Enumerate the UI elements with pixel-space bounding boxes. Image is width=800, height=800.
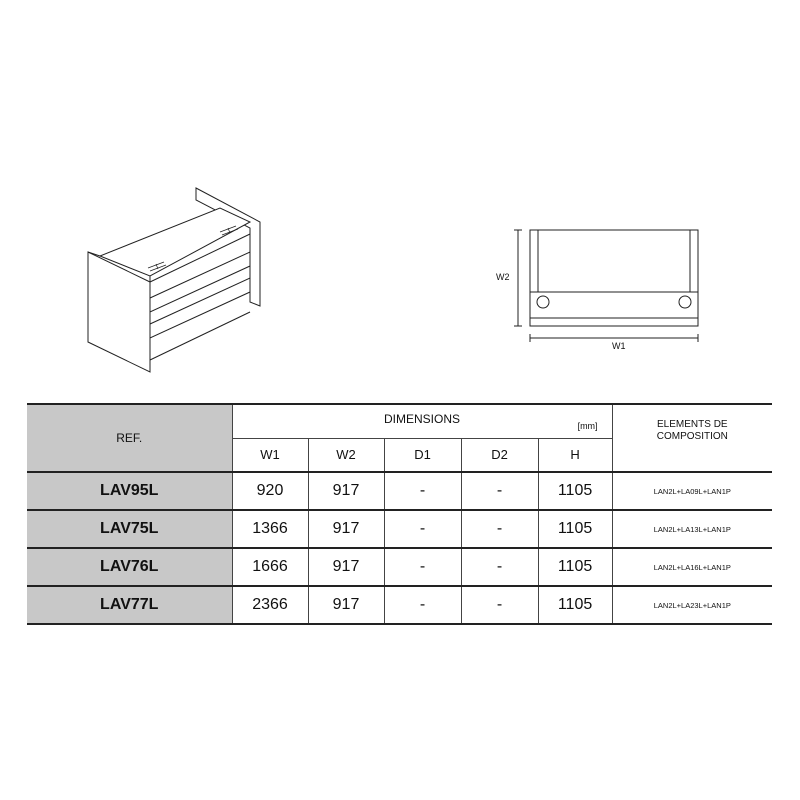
- ref-cell: LAV77L: [27, 586, 232, 624]
- w2-cell: 917: [308, 510, 384, 548]
- cabinet-plan-view: [496, 220, 720, 360]
- h-cell: 1105: [538, 472, 612, 510]
- ref-cell: LAV76L: [27, 548, 232, 586]
- table-row: [27, 586, 772, 624]
- h-cell: 1105: [538, 548, 612, 586]
- h-cell: 1105: [538, 510, 612, 548]
- elements-cell: LAN2L+LA23L+LAN1P: [612, 586, 772, 624]
- d2-cell: -: [461, 548, 538, 586]
- w2-cell: 917: [308, 548, 384, 586]
- column-header-d2: D2: [461, 438, 538, 472]
- unit-label: [mm]: [577, 421, 598, 431]
- ref-header: REF.: [27, 404, 232, 472]
- d1-cell: -: [384, 510, 461, 548]
- w1-cell: 1366: [232, 510, 308, 548]
- ref-cell: LAV75L: [27, 510, 232, 548]
- w1-cell: 1666: [232, 548, 308, 586]
- w1-cell: 2366: [232, 586, 308, 624]
- d1-cell: -: [384, 548, 461, 586]
- elements-header-line1: ELEMENTS DE: [657, 419, 728, 430]
- d1-cell: -: [384, 472, 461, 510]
- d2-cell: -: [461, 472, 538, 510]
- elements-cell: LAN2L+LA13L+LAN1P: [612, 510, 772, 548]
- d1-cell: -: [384, 586, 461, 624]
- w2-cell: 917: [308, 472, 384, 510]
- cabinet-isometric-drawing: [70, 180, 270, 380]
- dimensions-header: [232, 404, 612, 438]
- d2-cell: -: [461, 510, 538, 548]
- plan-view-svg: [500, 220, 720, 360]
- table-row: [27, 472, 772, 510]
- w2-dimension-label: W2: [496, 272, 510, 282]
- column-header-w2: W2: [308, 438, 384, 472]
- table-row: [27, 548, 772, 586]
- column-header-w1: W1: [232, 438, 308, 472]
- h-cell: 1105: [538, 586, 612, 624]
- dimensions-table: [27, 403, 772, 625]
- column-header-h: H: [538, 438, 612, 472]
- w1-cell: 920: [232, 472, 308, 510]
- w2-cell: 917: [308, 586, 384, 624]
- d2-cell: -: [461, 586, 538, 624]
- ref-cell: LAV95L: [27, 472, 232, 510]
- w1-dimension-label: W1: [612, 341, 626, 351]
- elements-cell: LAN2L+LA09L+LAN1P: [612, 472, 772, 510]
- column-header-d1: D1: [384, 438, 461, 472]
- elements-cell: LAN2L+LA16L+LAN1P: [612, 548, 772, 586]
- table-row: [27, 510, 772, 548]
- dimensions-title: DIMENSIONS: [384, 412, 461, 427]
- elements-header: [612, 404, 772, 472]
- elements-header-line2: COMPOSITION: [656, 431, 728, 442]
